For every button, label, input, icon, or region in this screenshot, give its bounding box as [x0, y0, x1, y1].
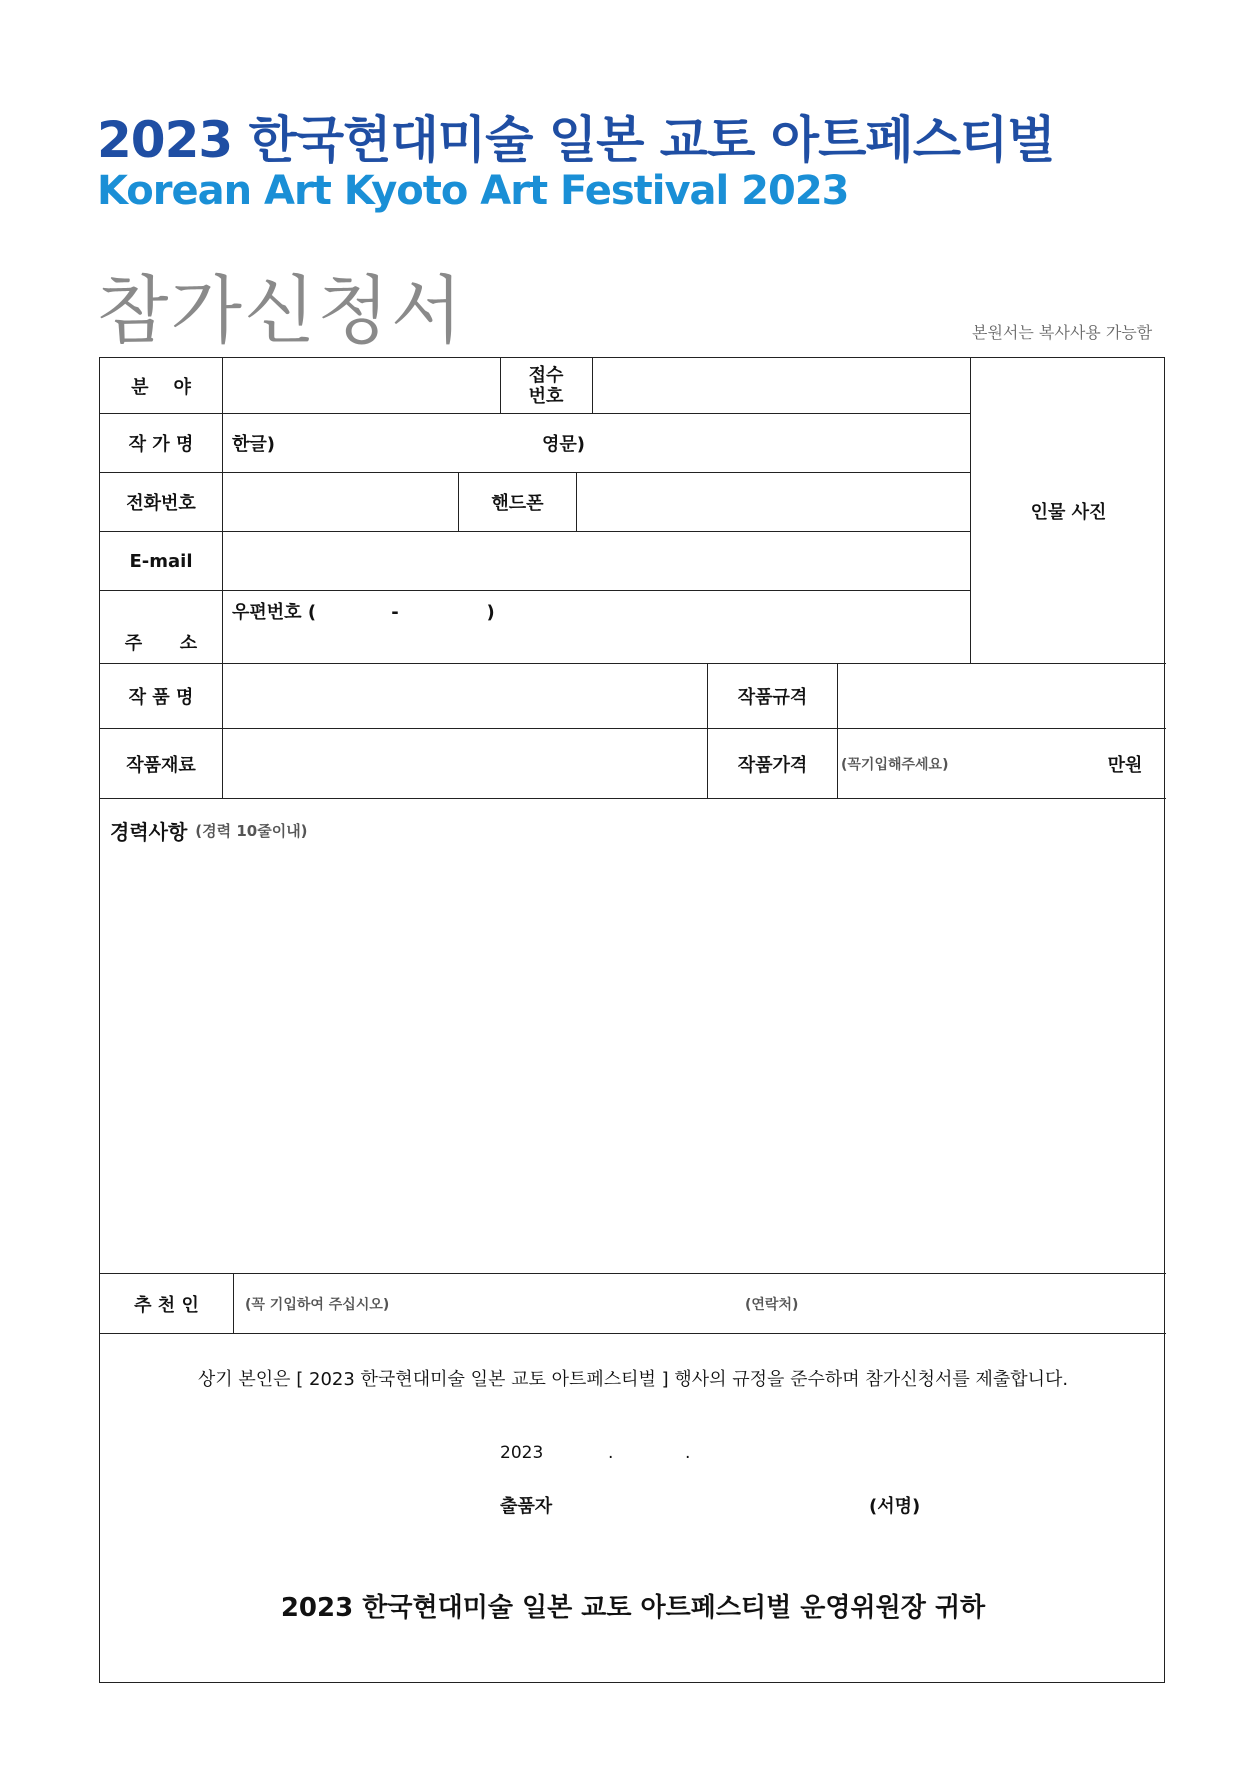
career-label [110, 816, 510, 844]
declaration-statement: 상기 본인은 [ 2023 한국현대미술 일본 교토 아트페스티벌 ] 행사의 규정을 준수하며 참가신청서를 제출합니다. [197, 1369, 1069, 1390]
postal-code-input[interactable]: 우편번호 ( - ) [232, 602, 495, 623]
copy-note: 본원서는 복사사용 가능함 [972, 323, 1153, 342]
career-input[interactable] [100, 848, 1166, 1272]
artist-name-korean-input[interactable]: 한글) [232, 434, 276, 455]
col-divider [233, 1273, 234, 1333]
mobile-label: 핸드폰 [491, 493, 544, 514]
recommender-hint[interactable]: (꼭 기입하여 주십시오) [245, 1296, 390, 1313]
recommender-label: 추 천 인 [134, 1294, 199, 1316]
artist-name-english-input[interactable]: 영문) [542, 434, 586, 455]
career-hint: (경력 10줄이내) [195, 821, 308, 840]
work-price-unit: 만원 [1107, 754, 1143, 776]
email-input[interactable] [223, 532, 969, 590]
phone-input[interactable] [223, 473, 457, 531]
date-year[interactable]: 2023 [500, 1443, 544, 1463]
field-label: 분 야 [131, 376, 191, 398]
work-title-label: 작 품 명 [128, 687, 194, 708]
artist-name-label: 작 가 명 [128, 434, 194, 455]
work-price-label: 작품가격 [737, 754, 808, 776]
field-input[interactable] [223, 358, 499, 413]
phone-label: 전화번호 [126, 493, 196, 514]
work-title-input[interactable] [223, 664, 706, 728]
receipt-number-label: 접수 번호 [528, 364, 564, 407]
work-price-hint[interactable]: (꼭기입해주세요) [841, 756, 949, 773]
work-material-input[interactable] [223, 729, 706, 798]
mobile-input[interactable] [577, 473, 969, 531]
date-month-dot[interactable]: . [608, 1443, 614, 1463]
application-form [99, 357, 1165, 1683]
row-divider [100, 798, 1166, 799]
work-size-input[interactable] [838, 664, 1166, 728]
work-material-label: 작품재료 [126, 754, 196, 776]
event-title-english: Korean Art Kyoto Art Festival 2023 [97, 168, 849, 214]
signature-label[interactable]: (서명) [869, 1496, 921, 1517]
exhibitor-label: 출품자 [500, 1496, 553, 1517]
addressee: 2023 한국현대미술 일본 교토 아트페스티벌 운영위원장 귀하 [280, 1592, 986, 1623]
address-label: 주 소 [124, 633, 198, 654]
form-title: 참가신청서 [97, 268, 465, 354]
work-size-label: 작품규격 [737, 687, 808, 708]
email-label: E-mail [129, 550, 193, 572]
photo-area[interactable]: 인물 사진 [1030, 501, 1107, 523]
event-title-korean: 2023 한국현대미술 일본 교토 아트페스티벌 [97, 111, 1055, 169]
career-label-text: 경력사항 [110, 819, 188, 844]
recommender-contact[interactable]: (연락처) [745, 1296, 799, 1313]
row-divider [100, 1333, 1166, 1334]
receipt-number-input[interactable] [593, 358, 969, 413]
date-day-dot[interactable]: . [685, 1443, 691, 1463]
